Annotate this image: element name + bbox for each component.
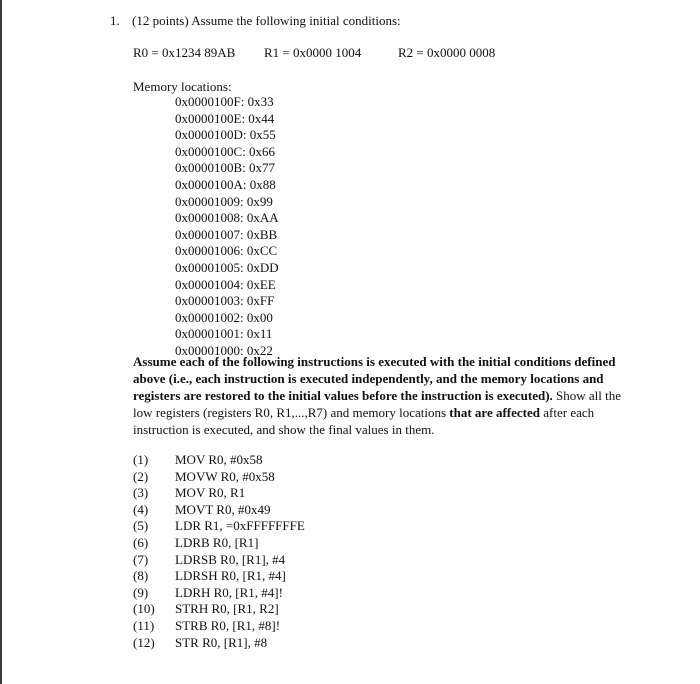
- instruction-text: LDRB R0, [R1]: [175, 534, 259, 550]
- memory-header: Memory locations:: [133, 79, 232, 94]
- instruction-number: (1): [133, 452, 149, 467]
- instruction-text: MOVT R0, #0x49: [175, 501, 271, 517]
- instruction-number: (9): [133, 584, 149, 600]
- instruction-item: [133, 502, 305, 519]
- instruction-number: (10): [133, 601, 155, 617]
- instruction-item: [133, 601, 305, 618]
- instruction-item: [133, 618, 305, 635]
- instruction-item: [133, 552, 305, 569]
- memory-location: 0x00001000: 0x22: [175, 342, 273, 358]
- instruction-item: [133, 469, 305, 486]
- instruction-text: STRH R0, [R1, R2]: [175, 601, 279, 617]
- instruction-item: [133, 535, 305, 552]
- instruction-number: (7): [133, 551, 149, 567]
- instructions-bold-2: that are affected: [449, 405, 541, 420]
- instruction-number: (3): [133, 485, 149, 501]
- instruction-number: (8): [133, 568, 149, 584]
- memory-location: 0x0000100C: 0x66: [175, 143, 276, 159]
- instruction-text: LDRSB R0, [R1], #4: [175, 551, 286, 567]
- instruction-text: STRB R0, [R1, #8]!: [175, 617, 281, 633]
- instructions-normal-2: after each instruction is executed, and show the final values in them.: [133, 405, 595, 437]
- instructions-normal-1: Show all the low registers (registers R0, R1,...,R7) and memory locations: [133, 388, 622, 420]
- instruction-number: (6): [133, 534, 149, 550]
- memory-location: 0x00001002: 0x00: [175, 309, 273, 325]
- instruction-text: MOV R0, R1: [175, 485, 246, 501]
- instruction-text: LDR R1, =0xFFFFFFFE: [175, 518, 305, 534]
- memory-location: 0x00001008: 0xAA: [175, 210, 279, 226]
- instruction-text: STR R0, [R1], #8: [175, 634, 268, 650]
- memory-location: 0x00001003: 0xFF: [175, 293, 275, 309]
- register-r2: R2 = 0x0000 0008: [398, 45, 496, 60]
- instruction-text: MOV R0, #0x58: [175, 452, 263, 467]
- memory-location: 0x00001007: 0xBB: [175, 226, 278, 242]
- instruction-item: [133, 585, 305, 602]
- memory-location: 0x0000100D: 0x55: [175, 127, 276, 143]
- instruction-text: LDRSH R0, [R1, #4]: [175, 568, 286, 584]
- instructions-paragraph: [133, 353, 633, 438]
- memory-location: 0x0000100A: 0x88: [175, 176, 276, 192]
- memory-location: 0x00001001: 0x11: [175, 326, 273, 342]
- memory-location: 0x0000100E: 0x44: [175, 110, 275, 126]
- instruction-text: LDRH R0, [R1, #4]!: [175, 584, 283, 600]
- memory-location: 0x00001004: 0xEE: [175, 276, 276, 292]
- memory-location: 0x00001009: 0x99: [175, 193, 273, 209]
- register-r1: R1 = 0x0000 1004: [264, 45, 362, 60]
- instruction-number: (12): [133, 634, 155, 650]
- instruction-item: [133, 485, 305, 502]
- instruction-item: [133, 452, 305, 469]
- instruction-number: (4): [133, 501, 149, 517]
- memory-location: 0x0000100F: 0x33: [175, 94, 274, 109]
- instruction-list: [133, 452, 305, 651]
- memory-location: 0x0000100B: 0x77: [175, 160, 276, 176]
- instruction-item: [133, 568, 305, 585]
- instructions-bold-1: Assume each of the following instructions is executed with the initial conditions defined above (i.e., each instruction is executed independently, and the memory locations and registers are restored to the initial values before the instruction is executed).: [133, 354, 616, 403]
- instruction-item: [133, 518, 305, 535]
- instruction-number: (2): [133, 468, 149, 484]
- register-r0: R0 = 0x1234 89AB: [133, 45, 236, 60]
- question-text: (12 points) Assume the following initial conditions:: [132, 13, 401, 28]
- instruction-text: MOVW R0, #0x58: [175, 468, 275, 484]
- instruction-number: (5): [133, 518, 149, 534]
- memory-location: 0x00001005: 0xDD: [175, 259, 279, 275]
- memory-location: 0x00001006: 0xCC: [175, 243, 278, 259]
- memory-list: [175, 94, 279, 360]
- page-left-border: [0, 0, 2, 684]
- question-heading: [110, 12, 401, 29]
- question-number: 1.: [110, 13, 120, 28]
- instruction-item: [133, 635, 305, 652]
- instruction-number: (11): [133, 617, 155, 633]
